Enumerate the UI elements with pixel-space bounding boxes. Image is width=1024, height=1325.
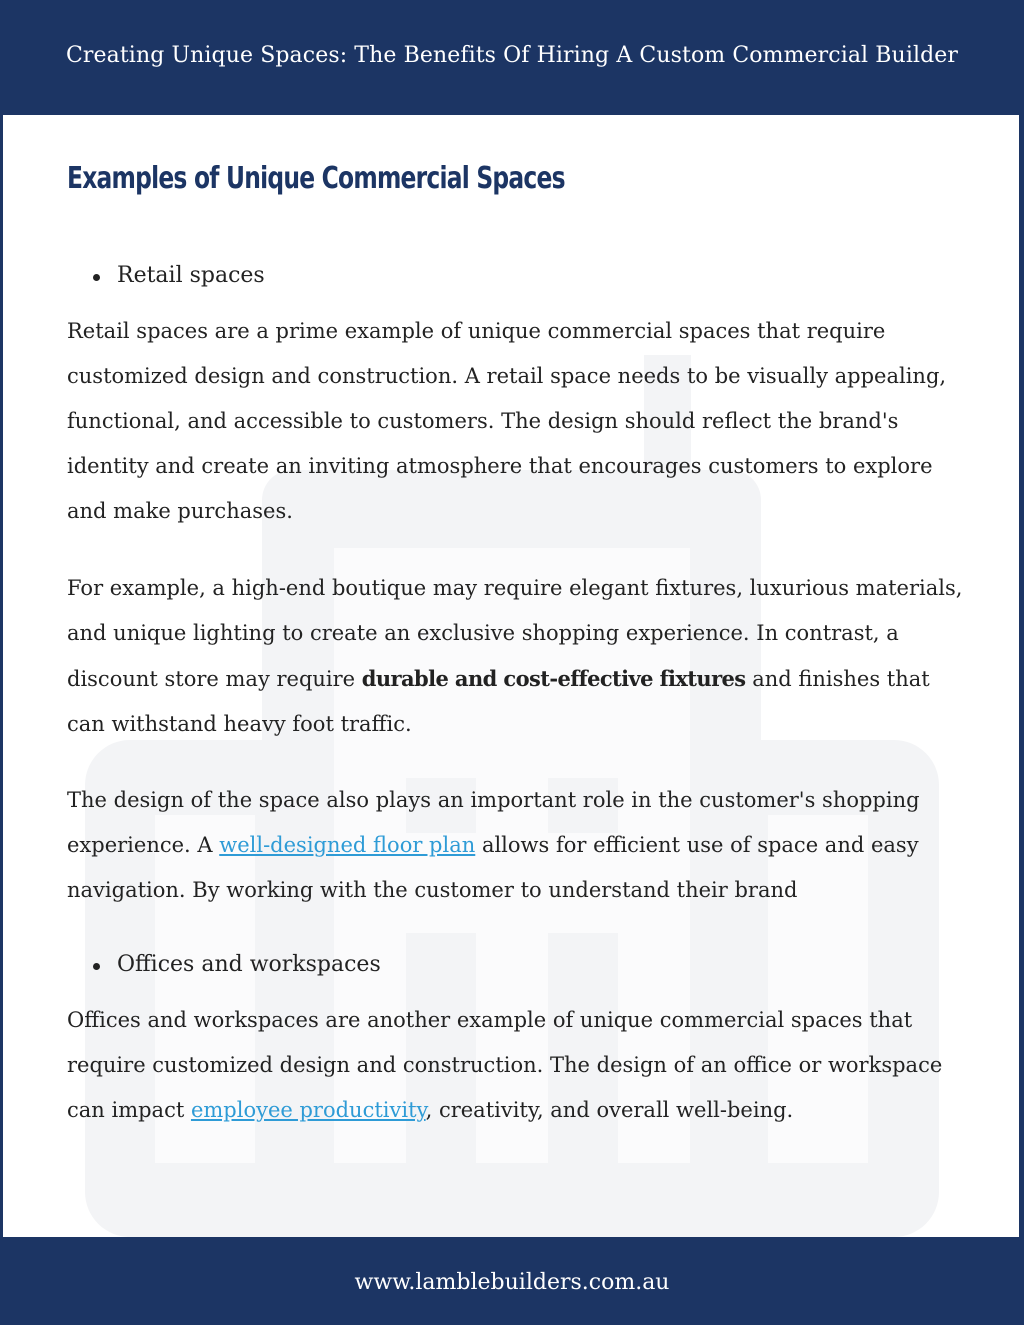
retail-paragraph-3 bbox=[67, 778, 963, 913]
retail-paragraph-3-end: allows for efficient use of space and easy navigation. By working with the customer to understand their brand bbox=[67, 833, 919, 902]
retail-paragraph-2-text: For example, a high-end boutique may require elegant fixtures, luxurious materials, and unique lighting to create an exclusive shopping experience. In contrast, a discount store may require bbox=[67, 576, 963, 691]
website-url: www.lamblebuilders.com.au bbox=[354, 1270, 670, 1295]
offices-paragraph-1 bbox=[67, 998, 963, 1133]
retail-paragraph-2 bbox=[67, 566, 963, 747]
section-heading: Examples of Unique Commercial Spaces bbox=[67, 161, 565, 196]
bullet-offices-workspaces: Offices and workspaces bbox=[117, 950, 381, 980]
offices-paragraph-1-text: Offices and workspaces are another example of unique commercial spaces that require customized design and construction. The design of an office or workspace can impact bbox=[67, 1008, 943, 1122]
bold-phrase: durable and cost-effective fixtures bbox=[361, 666, 746, 691]
retail-paragraph-3-text: The design of the space also plays an important role in the customer's shopping experience. A bbox=[67, 788, 920, 857]
content-panel bbox=[3, 115, 1019, 1237]
page-header bbox=[0, 0, 1024, 112]
document-title: Creating Unique Spaces: The Benefits Of Hiring A Custom Commercial Builder bbox=[65, 42, 959, 68]
retail-paragraph-2-end: and finishes that can withstand heavy foot traffic. bbox=[67, 667, 930, 736]
floor-plan-link[interactable]: well-designed floor plan bbox=[219, 833, 476, 857]
offices-paragraph-1-end: , creativity, and overall well-being. bbox=[425, 1098, 794, 1122]
employee-productivity-link[interactable]: employee productivity bbox=[190, 1098, 426, 1122]
retail-paragraph-1: Retail spaces are a prime example of unique commercial spaces that require customized design and construction. A retail space needs to be visually appealing, functional, and accessible to customers. The design should reflect the brand's identity and create an inviting atmosphere that encourages customers to explore and make purchases. bbox=[67, 319, 947, 523]
page-footer bbox=[0, 1240, 1024, 1325]
bullet-retail-spaces: Retail spaces bbox=[117, 261, 265, 291]
